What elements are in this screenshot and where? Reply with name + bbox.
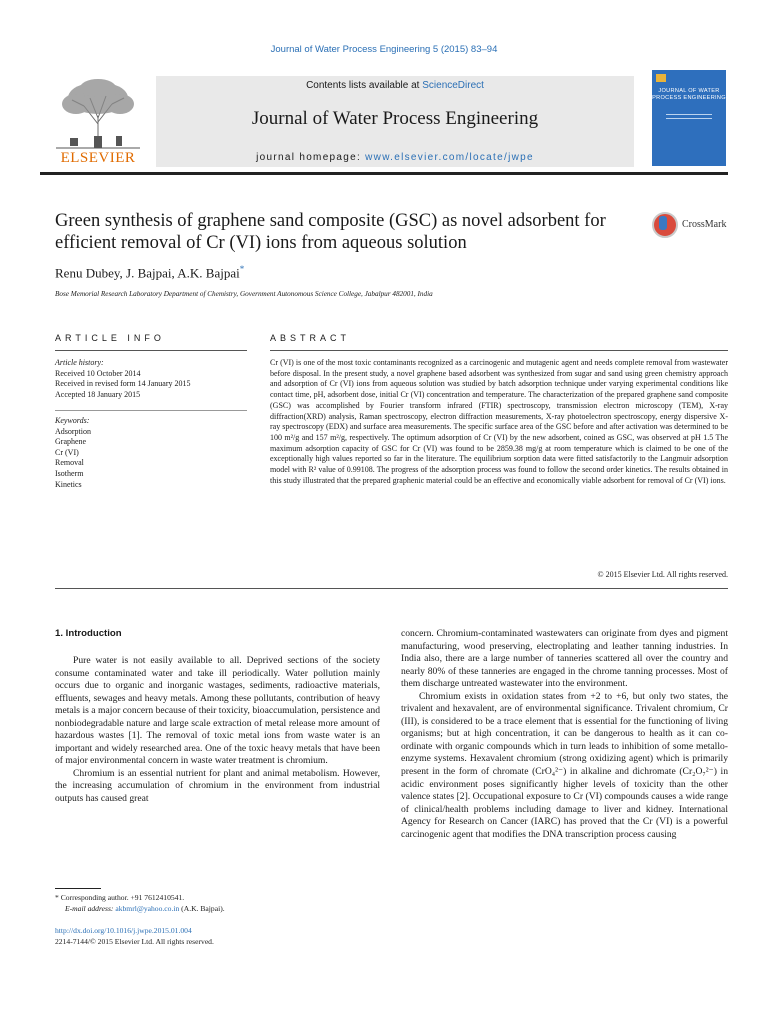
homepage-prefix: journal homepage: (256, 152, 366, 163)
keyword-item: Kinetics (55, 479, 82, 489)
received-date: Received 10 October 2014 (55, 368, 141, 378)
email-link[interactable]: akbmrl@yahoo.co.in (115, 903, 180, 913)
journal-homepage (156, 152, 634, 163)
abstract-copyright: © 2015 Elsevier Ltd. All rights reserved. (597, 570, 728, 579)
abstract-rule (270, 350, 728, 351)
left-column (55, 655, 380, 806)
cover-line (666, 118, 712, 119)
keyword-item: Graphene (55, 437, 87, 447)
header-divider (40, 172, 728, 175)
doi-link[interactable]: http://dx.doi.org/10.1016/j.jwpe.2015.01.004 (55, 926, 192, 935)
email-suffix: (A.K. Bajpai). (179, 903, 225, 913)
article-info-heading: ARTICLE INFO (55, 333, 165, 343)
keywords-label: Keywords: (55, 416, 90, 425)
contents-prefix: Contents lists available at (306, 80, 423, 91)
keywords-block (55, 416, 247, 490)
accepted-date: Accepted 18 January 2015 (55, 389, 141, 399)
email-line (55, 904, 385, 915)
affiliation: Bose Memorial Research Laboratory Department of Chemistry, Government Autonomous Science College, Jabalpur 482001, India (55, 290, 433, 298)
cover-logo-icon (656, 74, 666, 82)
article-title: Green synthesis of graphene sand composite (GSC) as novel adsorbent for efficient removal of Cr (VI) ions from aqueous solution (55, 211, 606, 253)
right-column (401, 628, 728, 841)
article-info-rule (55, 350, 247, 351)
body-paragraph: Chromium is an essential nutrient for plant and animal metabolism. However, the increasing accumulation of chromium in the environment from industrial outputs has caused great (55, 767, 380, 805)
history-label: Article history: (55, 358, 104, 367)
author-list (55, 264, 244, 281)
body-paragraph: concern. Chromium-contaminated wastewaters can originate from dyes and pigment manufacturing, wood preserving, electroplating and leather tanning industries. In India also, there are a large number of tanneries scattered all over the country and nearly 80% of these tanneries are engaged in the chrome tanning processes. Most of them discharge untreated wastewater into the environment. (401, 628, 728, 690)
abstract-end-rule (55, 588, 728, 589)
footnote-rule (55, 888, 101, 889)
cover-title: JOURNAL OF WATER PROCESS ENGINEERING (652, 88, 726, 101)
issn-copyright: 2214-7144/© 2015 Elsevier Ltd. All rights reserved. (55, 936, 214, 946)
journal-citation[interactable]: Journal of Water Process Engineering 5 (2015) 83–94 (270, 44, 498, 55)
footnote (55, 893, 385, 914)
revised-date: Received in revised form 14 January 2015 (55, 379, 191, 389)
cover-line (666, 114, 712, 115)
abstract-text: Cr (VI) is one of the most toxic contaminants recognized as a carcinogenic and mutagenic agent and needs complete removal from wastewater before disposal. In the present study, a novel graphene based adsorbent was synthesized from sugar and sand using green chemistry approach and adsorption of Cr (VI) ions from aqueous solution was studied by batch adsorption technique under varying experimental conditions like contact time, pH, adsorbent dose, initial Cr (VI) concentration and temperature. The characterization of the prepared graphene sand composite (GSC) was accomplished by Fourier transform infrared (FTIR) spectroscopy, transmission electron microscopy (TEM), X-ray diffraction(XRD) analysis, Raman spectroscopy, electron diffraction measurements, X-ray photoelectron spectroscopy, energy dispersive X-ray spectroscopy (EDX) and surface area measurements. The specific surface area of the GSC before and after activation was determined to be 100 m²/g and 157 m²/g, respectively. The optimum adsorption of Cr (VI) by the new adsorbent, coined as GSC, was observed at pH 1.5 The maximum adsorption capacity of GSC for Cr (VI) was found to be 2859.38 mg/g at room temperature which is claimed to be one of the exceptionally high values reported so far in the literature. The equilibrium sorption data were fitted satisfactorily to the Langmuir adsorption model with R² value of 0.99108. The progress of the adsorption process was found to follow the second order kinetics. The results obtained in this study illustrated that the prepared graphenic material could be an effective and economically viable adsorbent for removal of Cr (VI) ions. (270, 358, 728, 485)
abstract-heading: ABSTRACT (270, 333, 351, 343)
keyword-item: Cr (VI) (55, 447, 79, 457)
corresponding-author-mark[interactable]: * (239, 264, 245, 274)
journal-name: Journal of Water Process Engineering (251, 108, 539, 129)
article-history (55, 358, 247, 400)
info-separator (55, 410, 247, 411)
keyword-item: Isotherm (55, 468, 84, 478)
authors-text: Renu Dubey, J. Bajpai, A.K. Bajpai (55, 265, 240, 281)
contents-line (156, 80, 634, 91)
body-paragraph: Pure water is not easily available to all. Deprived sections of the society consume contaminated water and take ill periodically. Water pollution mainly occurs due to organic and inorganic wastages, sediments, radioactive materials, effluents, sewages and heavy metals. Among these pollutants, contribution of heavy metals is a major concern because of their toxicity, bioaccumulation, persistence and nonbiodegradable nature and large scale extraction of metal release more amount of hazardous wastes [1]. The removal of toxic metal ions from waste water is an important and widely researched area. One of the toxic heavy metals that have been of major environmental concern in waste water treatment is chromium. (55, 655, 380, 767)
sciencedirect-link[interactable]: ScienceDirect (422, 80, 484, 91)
keyword-item: Removal (55, 458, 84, 468)
crossmark-label: CrossMark (682, 219, 727, 230)
crossmark-badge[interactable] (652, 212, 732, 244)
corresponding-author-note: * Corresponding author. +91 7612410541. (55, 893, 185, 902)
email-label: E-mail address: (65, 903, 116, 913)
journal-cover-image (652, 70, 726, 166)
keyword-item: Adsorption (55, 426, 91, 436)
publisher-name: ELSEVIER (60, 150, 136, 166)
doi-block (55, 926, 214, 947)
homepage-link[interactable]: www.elsevier.com/locate/jwpe (365, 152, 534, 163)
section-heading-introduction: 1. Introduction (55, 628, 122, 639)
crossmark-bookmark-icon (659, 216, 667, 230)
body-paragraph: Chromium exists in oxidation states from +2 to +6, but only two states, the trivalent and hexavalent, are of environmental significance. Trivalent chromium, Cr (III), is considered to be a trace element that is essential for the functioning of living organisms; but at high concentration, it can be dangerous to health as it can co-ordinate with organic compounds which in turn leads to inhibition of some metallo-enzyme systems. Hexavalent chromium (strong oxidizing agent) which is primarily present in the form of chromate (CrO₄²⁻) in alkaline and dichromate (Cr₂O₇²⁻) in acidic environment poses significantly higher levels of toxicity than the other valence states [2]. Occupational exposure to Cr (VI) compounds causes a wide range of clinical/health problems including damage to liver and kidney. International Agency for Research on Cancer (IARC) has proved that the Cr (VI) is a powerful carcinogenic agent that modifies the DNA transcription process causing (401, 690, 728, 840)
